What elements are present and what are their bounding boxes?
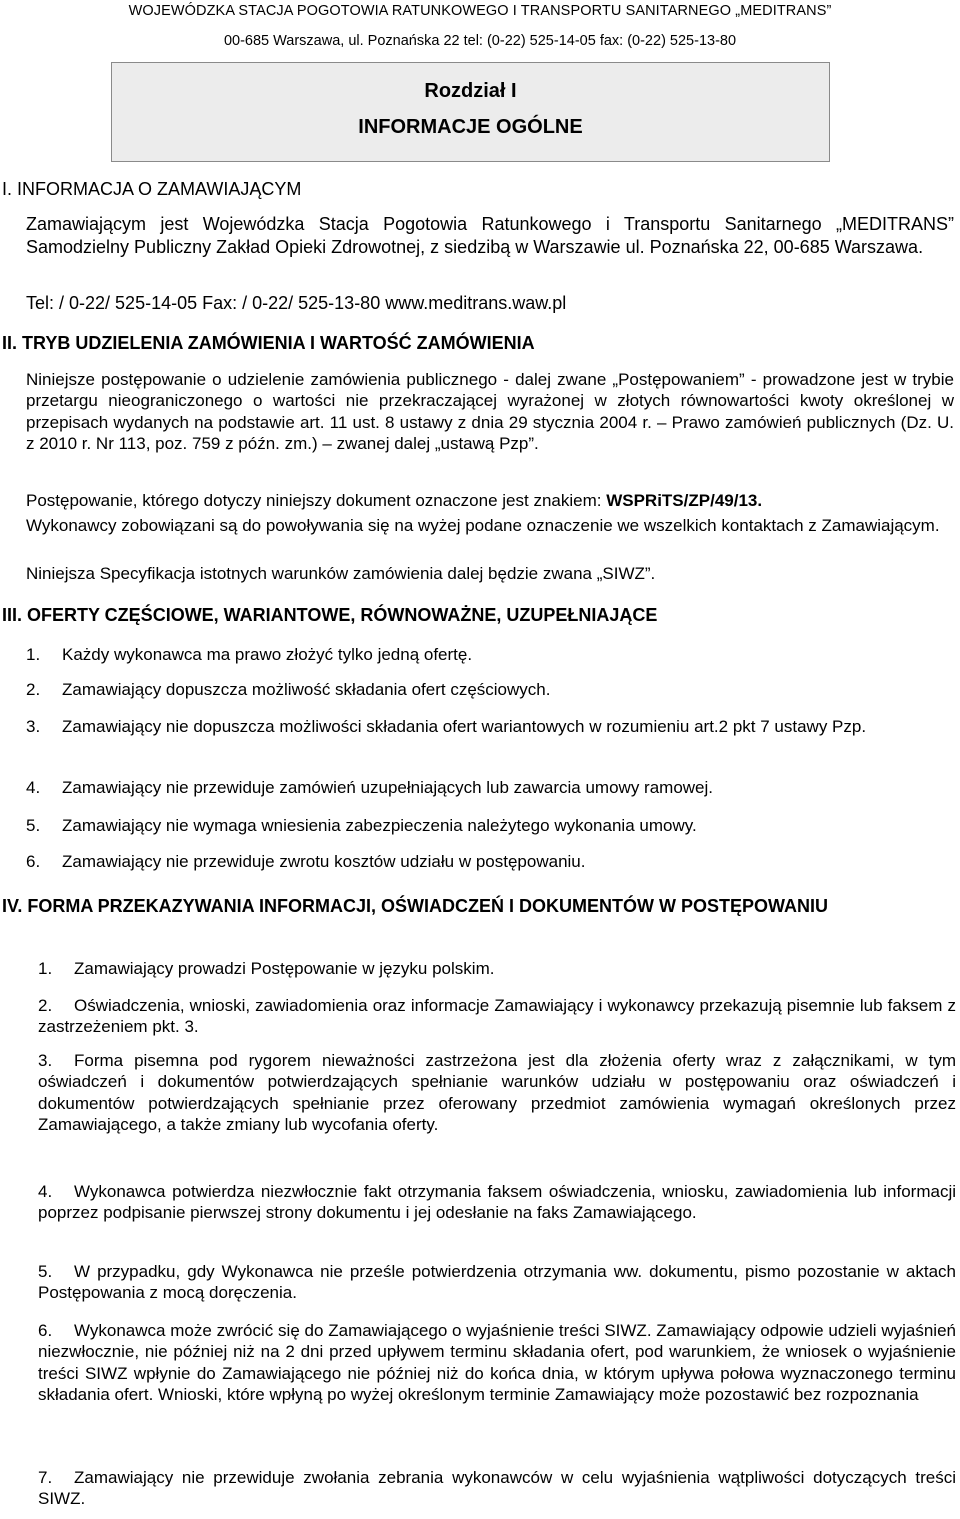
list-item-number: 6. — [38, 1321, 53, 1340]
list-item — [38, 1320, 956, 1405]
list-item-text: Zamawiający nie wymaga wniesienia zabezpieczenia należytego wykonania umowy. — [62, 816, 697, 835]
list-item — [26, 644, 956, 665]
list-item — [26, 679, 956, 700]
section-4-heading: IV. FORMA PRZEKAZYWANIA INFORMACJI, OŚWIADCZEŃ I DOKUMENTÓW W POSTĘPOWANIU — [2, 896, 828, 916]
chapter-subtitle: INFORMACJE OGÓLNE — [358, 116, 583, 138]
list-item — [38, 1467, 956, 1510]
section-2-title: TRYB UDZIELENIA ZAMÓWIENIA I WARTOŚĆ ZAMÓWIENIA — [22, 333, 535, 353]
list-item-number: 2. — [26, 680, 41, 699]
section-2-number: II. — [2, 333, 18, 353]
section-2-reference-text: Postępowanie, którego dotyczy niniejszy dokument oznaczone jest znakiem: — [26, 491, 607, 510]
list-item-number: 4. — [38, 1182, 53, 1201]
list-item-number: 1. — [38, 959, 53, 978]
list-item-text: Zamawiający prowadzi Postępowanie w języku polskim. — [74, 959, 495, 978]
list-item — [38, 995, 956, 1038]
list-item-text: W przypadku, gdy Wykonawca nie prześle potwierdzenia otrzymania ww. dokumentu, pismo pozostanie w aktach Postępowania z mocą doręczenia. — [38, 1262, 956, 1303]
list-item — [26, 815, 956, 836]
list-item-number: 2. — [38, 996, 53, 1015]
institution-address-header: 00-685 Warszawa, ul. Poznańska 22 tel: (0-22) 525-14-05 fax: (0-22) 525-13-80 — [223, 33, 737, 49]
list-item — [26, 851, 956, 872]
list-item-text: Każdy wykonawca ma prawo złożyć tylko jedną ofertę. — [62, 645, 473, 664]
section-2-paragraph-1: Niniejsze postępowanie o udzielenie zamówienia publicznego - dalej zwane „Postępowaniem” - prowadzone jest w trybie przetargu nieograniczonego o wartości nie przekraczającej wyrażonej w złotych równowartości kwoty określonej w przepisach wydanych na podstawie art. 11 ust. 8 ustawy z dnia 29 stycznia 2004 r. – Prawo zamówień publicznych (Dz. U. z 2010 r. Nr 113, poz. 759 z późn. zm.) – zwanej dalej „ustawą Pzp”. — [26, 370, 954, 453]
chapter-title: Rozdział I — [424, 80, 517, 102]
list-item-text: Zamawiający nie przewiduje zwrotu kosztów udziału w postępowaniu. — [62, 852, 586, 871]
list-item-text: Zamawiający nie przewiduje zwołania zebrania wykonawców w celu wyjaśnienia wątpliwości dotyczących treści SIWZ. — [38, 1468, 956, 1509]
list-item — [26, 716, 956, 737]
list-item-number: 6. — [26, 852, 41, 871]
list-item-number: 4. — [26, 778, 41, 797]
section-2-heading — [2, 332, 952, 354]
section-2-paragraph-2 — [26, 490, 954, 511]
list-item-text: Forma pisemna pod rygorem nieważności zastrzeżona jest dla złożenia oferty wraz z załącznikami, w tym oświadczeń i dokumentów potwierdzających spełnianie warunków udziału w postępowaniu oraz oświadczeń i dokumentów potwierdzających spełnianie przez oferowany przedmiot zamówienia wymagań określonych przez Zamawiającego, a także zmiany lub wycofania oferty. — [38, 1051, 956, 1134]
list-item-text: Oświadczenia, wnioski, zawiadomienia oraz informacje Zamawiający i wykonawcy przekazują pisemnie lub faksem z zastrzeżeniem pkt. 3. — [38, 996, 956, 1037]
list-item-text: Wykonawca może zwrócić się do Zamawiającego o wyjaśnienie treści SIWZ. Zamawiający odpowie udzieli wyjaśnień niezwłocznie, nie później niż na 2 dni przed upływem terminu składania ofert, pod warunkiem, że wniosek o wyjaśnienie treści SIWZ wpłynie do Zamawiającego nie później niż do końca dnia, w którym upływa połowa wyznaczonego terminu składania ofert. Wnioski, które wpłyną po wyżej określonym terminie Zamawiający może pozostawić bez rozpoznania — [38, 1321, 956, 1404]
list-item — [38, 1261, 956, 1304]
section-1-heading: I. INFORMACJA O ZAMAWIAJĄCYM — [2, 179, 302, 199]
section-3-heading: III. OFERTY CZĘŚCIOWE, WARIANTOWE, RÓWNOWAŻNE, UZUPEŁNIAJĄCE — [2, 605, 658, 625]
list-item — [38, 1050, 956, 1135]
section-1-contact: Tel: / 0-22/ 525-14-05 Fax: / 0-22/ 525-13-80 www.meditrans.waw.pl — [26, 293, 567, 313]
section-2-paragraph-3: Wykonawcy zobowiązani są do powoływania się na wyżej podane oznaczenie we wszelkich kontaktach z Zamawiającym. — [26, 516, 940, 535]
list-item-number: 5. — [26, 816, 41, 835]
section-2-paragraph-4: Niniejsza Specyfikacja istotnych warunków zamówienia dalej będzie zwana „SIWZ”. — [26, 564, 656, 583]
list-item-text: Wykonawca potwierdza niezwłocznie fakt otrzymania faksem oświadczenia, wniosku, zawiadomienia lub informacji poprzez podpisanie pierwszej strony dokumentu i jej odesłanie na faks Zamawiającego. — [38, 1182, 956, 1223]
section-1-paragraph: Zamawiającym jest Wojewódzka Stacja Pogotowia Ratunkowego i Transportu Sanitarnego „MEDITRANS” Samodzielny Publiczny Zakład Opieki Zdrowotnej, z siedzibą w Warszawie ul. Poznańska 22, 00-685 Warszawa. — [26, 214, 954, 257]
list-item-number: 1. — [26, 645, 41, 664]
section-2-reference-code: WSPRiTS/ZP/49/13. — [606, 491, 763, 510]
list-item-text: Zamawiający nie dopuszcza możliwości składania ofert wariantowych w rozumieniu art.2 pkt 7 ustawy Pzp. — [62, 717, 867, 736]
list-item-text: Zamawiający nie przewiduje zamówień uzupełniających lub zawarcia umowy ramowej. — [62, 778, 714, 797]
list-item — [38, 958, 956, 979]
list-item-text: Zamawiający dopuszcza możliwość składania ofert częściowych. — [62, 680, 551, 699]
list-item-number: 3. — [26, 717, 41, 736]
list-item-number: 5. — [38, 1262, 53, 1281]
list-item-number: 3. — [38, 1051, 53, 1070]
list-item — [26, 777, 956, 798]
list-item-number: 7. — [38, 1468, 53, 1487]
list-item — [38, 1181, 956, 1224]
institution-name-header: WOJEWÓDZKA STACJA POGOTOWIA RATUNKOWEGO I TRANSPORTU SANITARNEGO „MEDITRANS” — [128, 3, 832, 19]
chapter-title-box — [111, 62, 830, 162]
